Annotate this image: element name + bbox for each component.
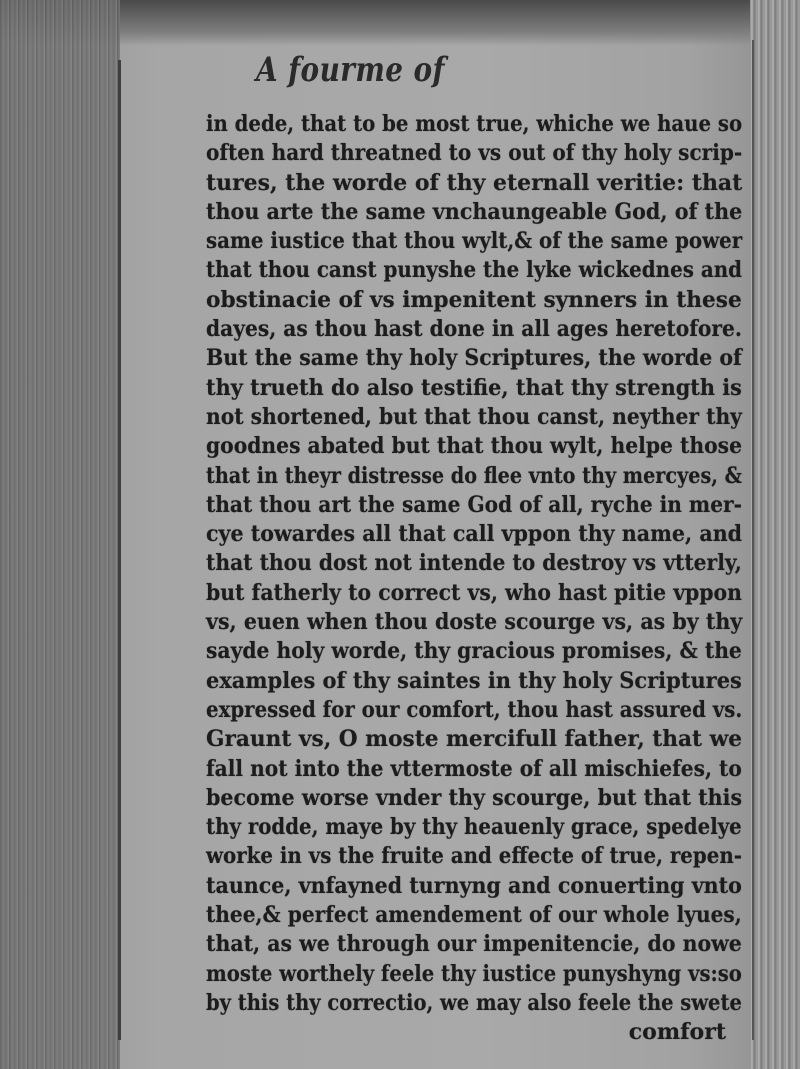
text-line: that thou art the same God of all, ryche in mer- (206, 491, 743, 518)
left-margin-rule (118, 60, 121, 1040)
text-line: that thou canst punyshe the lyke wickednes and (206, 257, 743, 284)
text-line: goodnes abated but that thou wylt, helpe those (206, 433, 742, 460)
text-line: by this thy correctio, we may also feele the swete (206, 989, 742, 1016)
text-line: worke in vs the fruite and effecte of true, repen- (206, 843, 742, 870)
text-line: that, as we through our impenitencie, do nowe (206, 931, 742, 958)
text-line: Graunt vs, O moste mercifull father, that we (206, 726, 743, 753)
text-line: But the same thy holy Scriptures, the worde of (206, 345, 742, 372)
text-line: thy rodde, maye by thy heauenly grace, spedelye (206, 814, 742, 841)
text-line: sayde holy worde, thy gracious promises, & the (206, 638, 742, 665)
right-margin-rule (752, 40, 754, 1040)
text-line: not shortened, but that thou canst, neyther thy (206, 403, 742, 430)
text-line: expressed for our comfort, thou hast assured vs. (206, 696, 743, 723)
top-shadow (0, 0, 800, 46)
text-line: cye towardes all that call vppon thy name, and (206, 521, 743, 548)
running-head: A fourme of (256, 50, 445, 90)
text-line: dayes, as thou hast done in all ages heretofore. (206, 316, 742, 343)
text-line: moste worthely feele thy iustice punyshyng vs:so (206, 960, 742, 987)
text-line: in dede, that to be most true, whiche we haue so (206, 111, 743, 137)
text-line: that thou dost not intende to destroy vs vtterly, (206, 550, 742, 577)
text-line: thee,& perfect amendement of our whole lyues, (206, 902, 742, 929)
text-line: comfort (628, 1019, 726, 1046)
text-line: examples of thy saintes in thy holy Scriptures (206, 667, 742, 694)
text-line: that in theyr distresse do flee vnto thy mercyes, & (206, 462, 742, 489)
text-line: same iustice that thou wylt,& of the same power (206, 228, 743, 255)
text-line: often hard threatned to vs out of thy holy scrip- (206, 140, 743, 167)
text-line: fall not into the vttermoste of all mischiefes, to (206, 755, 742, 782)
text-line: vs, euen when thou doste scourge vs, as by thy (206, 609, 743, 636)
text-line: thy trueth do also testifie, that thy strength is (206, 374, 742, 401)
text-line: thou arte the same vnchaungeable God, of the (206, 198, 743, 225)
text-line: taunce, vnfayned turnyng and conuerting vnto (206, 872, 742, 899)
left-book-edge (0, 0, 120, 1069)
text-line: become worse vnder thy scourge, but that this (206, 784, 743, 811)
text-line: but fatherly to correct vs, who hast pitie vppon (206, 579, 742, 606)
text-line: obstinacie of vs impenitent synners in these (206, 286, 742, 313)
text-line: tures, the worde of thy eternall veritie: that (206, 169, 743, 196)
body-text (206, 110, 746, 1046)
right-page-edges (750, 0, 800, 1069)
